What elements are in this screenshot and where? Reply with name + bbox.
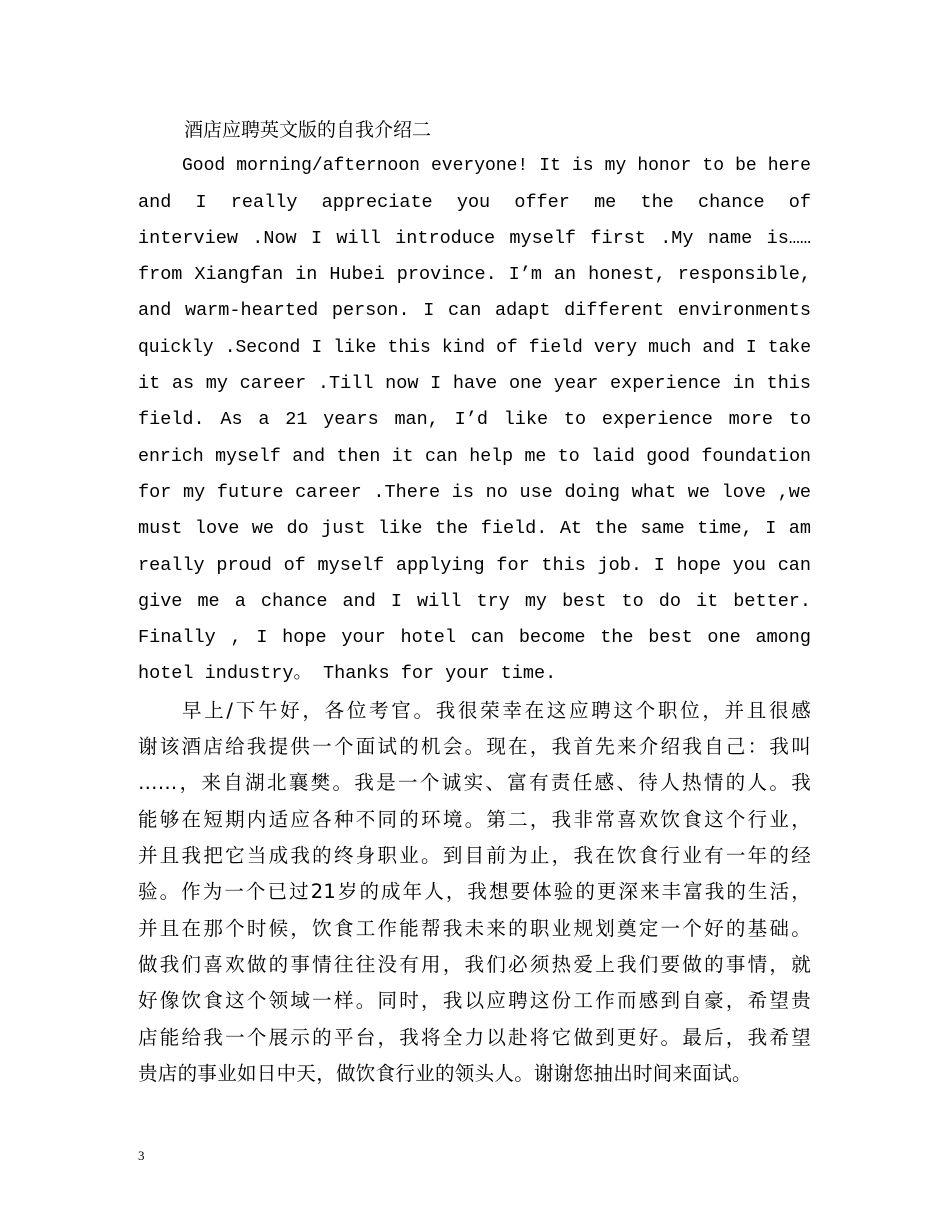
english-line: it as my career .Till now I have one year experience in this <box>138 373 811 394</box>
section-heading: 酒店应聘英文版的自我介绍二 <box>184 119 432 141</box>
english-line: give me a chance and I will try my best to do it better. <box>138 591 811 612</box>
english-line: and warm-hearted person. I can adapt different environments <box>138 300 811 321</box>
chinese-line: 做我们喜欢做的事情往往没有用，我们必须热爱上我们要做的事情，就 <box>138 953 811 976</box>
chinese-line: 并且在那个时候，饮食工作能帮我未来的职业规划奠定一个好的基础。 <box>138 917 811 940</box>
english-line: must love we do just like the field. At the same time, I am <box>138 518 811 539</box>
english-line: and I really appreciate you offer me the chance of <box>138 192 811 213</box>
page-number: 3 <box>138 1148 145 1163</box>
english-line: field. As a 21 years man, I’d like to experience more to <box>138 409 811 430</box>
chinese-line: 店能给我一个展示的平台，我将全力以赴将它做到更好。最后，我希望 <box>138 1026 811 1049</box>
english-line: quickly .Second I like this kind of field very much and I take <box>138 338 811 358</box>
english-line: enrich myself and then it can help me to laid good foundation <box>138 447 811 467</box>
english-line: from Xiangfan in Hubei province. I’m an honest, responsible, <box>138 264 811 285</box>
english-line: Finally , I hope your hotel can become the best one among <box>138 627 811 648</box>
english-line: Good morning/afternoon everyone! It is my honor to be here <box>182 156 811 176</box>
english-line: really proud of myself applying for this job. I hope you can <box>138 555 811 576</box>
chinese-line: 好像饮食这个领域一样。同时，我以应聘这份工作而感到自豪，希望贵 <box>138 989 811 1012</box>
chinese-line: 谢该酒店给我提供一个面试的机会。现在，我首先来介绍我自己：我叫 <box>138 735 811 758</box>
english-line: interview .Now I will introduce myself first .My name is…… <box>138 228 811 249</box>
chinese-line: 验。作为一个已过21岁的成年人，我想要体验的更深来丰富我的生活， <box>138 880 811 903</box>
chinese-line: 并且我把它当成我的终身职业。到目前为止，我在饮食行业有一年的经 <box>138 844 811 867</box>
chinese-line: ……，来自湖北襄樊。我是一个诚实、富有责任感、待人热情的人。我 <box>138 771 811 794</box>
chinese-line: 贵店的事业如日中天，做饮食行业的领头人。谢谢您抽出时间来面试。 <box>138 1062 752 1085</box>
english-line: for my future career .There is no use doing what we love ,we <box>138 482 811 503</box>
chinese-line: 能够在短期内适应各种不同的环境。第二，我非常喜欢饮食这个行业， <box>138 808 811 831</box>
chinese-line: 早上/下午好，各位考官。我很荣幸在这应聘这个职位，并且很感 <box>182 699 811 722</box>
english-line: hotel industry。 Thanks for your time. <box>138 663 557 684</box>
